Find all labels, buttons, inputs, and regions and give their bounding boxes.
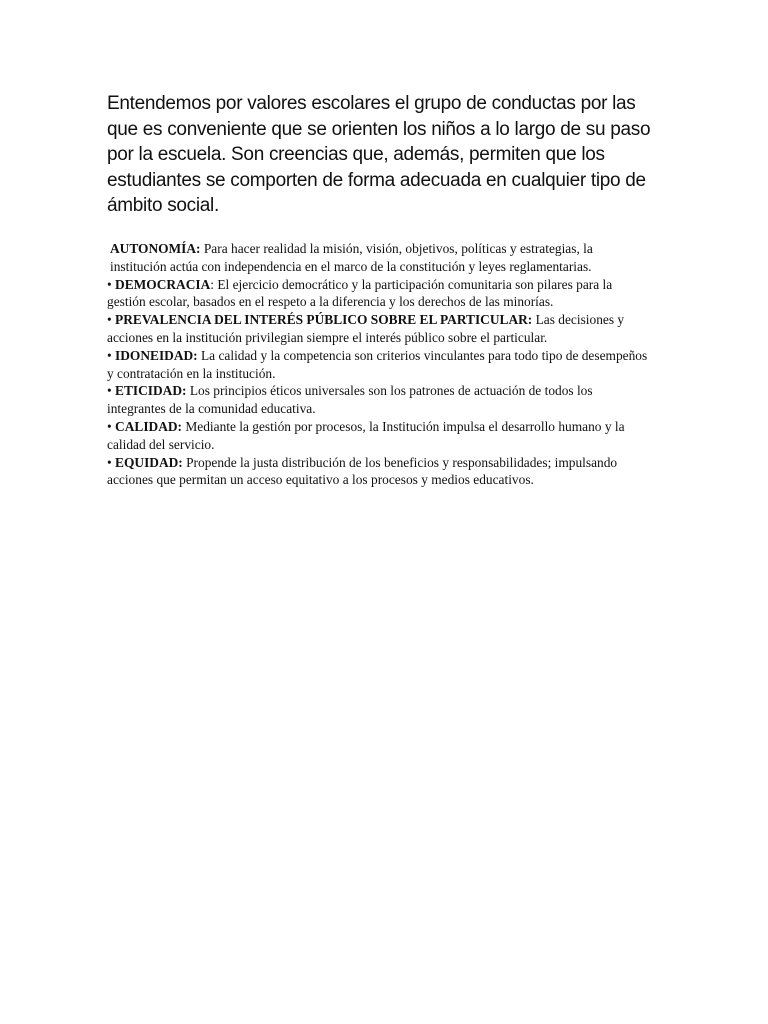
value-item-equidad — [107, 454, 652, 490]
value-description: Las decisiones y acciones en la institución privilegian siempre el interés público sobre el particular. — [107, 312, 625, 345]
value-item-democracia — [107, 276, 652, 312]
value-term: IDONEIDAD: — [115, 347, 198, 363]
value-description: Propende la justa distribución de los beneficios y responsabilidades; impulsando acciones que permitan un acceso equitativo a los procesos y medios educativos. — [107, 454, 618, 488]
value-term: ETICIDAD: — [115, 383, 187, 399]
value-term: CALIDAD: — [115, 418, 183, 434]
value-term: EQUIDAD: — [115, 454, 183, 470]
value-term: DEMOCRACIA — [115, 276, 211, 292]
value-item-autonomia — [107, 240, 652, 276]
bullet: • — [107, 383, 116, 399]
bullet: • — [107, 347, 116, 363]
value-description: Los principios éticos universales son los patrones de actuación de todos los integrantes de la comunidad educativa. — [107, 383, 593, 417]
bullet: • — [107, 312, 116, 328]
value-item-calidad — [107, 418, 652, 454]
bullet: • — [107, 454, 116, 470]
value-item-eticidad — [107, 382, 652, 418]
value-term: PREVALENCIA DEL INTERÉS PÚBLICO SOBRE EL PARTICULAR: — [115, 312, 533, 328]
bullet: • — [107, 276, 116, 292]
intro-paragraph: Entendemos por valores escolares el grupo de conductas por las que es conveniente que se orienten los niños a lo largo de su paso por la escuela. Son creencias que, además, permiten que los estudiantes se comporten de forma adecuada en cualquier tipo de ámbito social. — [107, 93, 651, 216]
value-item-idoneidad — [107, 347, 652, 383]
value-description: La calidad y la competencia son criterios vinculantes para todo tipo de desempeños y contratación en la institución. — [107, 347, 648, 381]
value-description: Mediante la gestión por procesos, la Institución impulsa el desarrollo humano y la calidad del servicio. — [107, 418, 625, 452]
values-list — [107, 240, 652, 489]
value-description: : El ejercicio democrático y la participación comunitaria son pilares para la gestión escolar, basados en el respeto a la diferencia y los derechos de las minorías. — [107, 276, 613, 310]
value-item-prevalencia — [107, 311, 652, 347]
value-term: AUTONOMÍA: — [110, 241, 201, 256]
value-description: Para hacer realidad la misión, visión, objetivos, políticas y estrategias, la institución actúa con independencia en el marco de la constitución y leyes reglamentarias. — [110, 241, 593, 274]
bullet: • — [107, 418, 116, 434]
